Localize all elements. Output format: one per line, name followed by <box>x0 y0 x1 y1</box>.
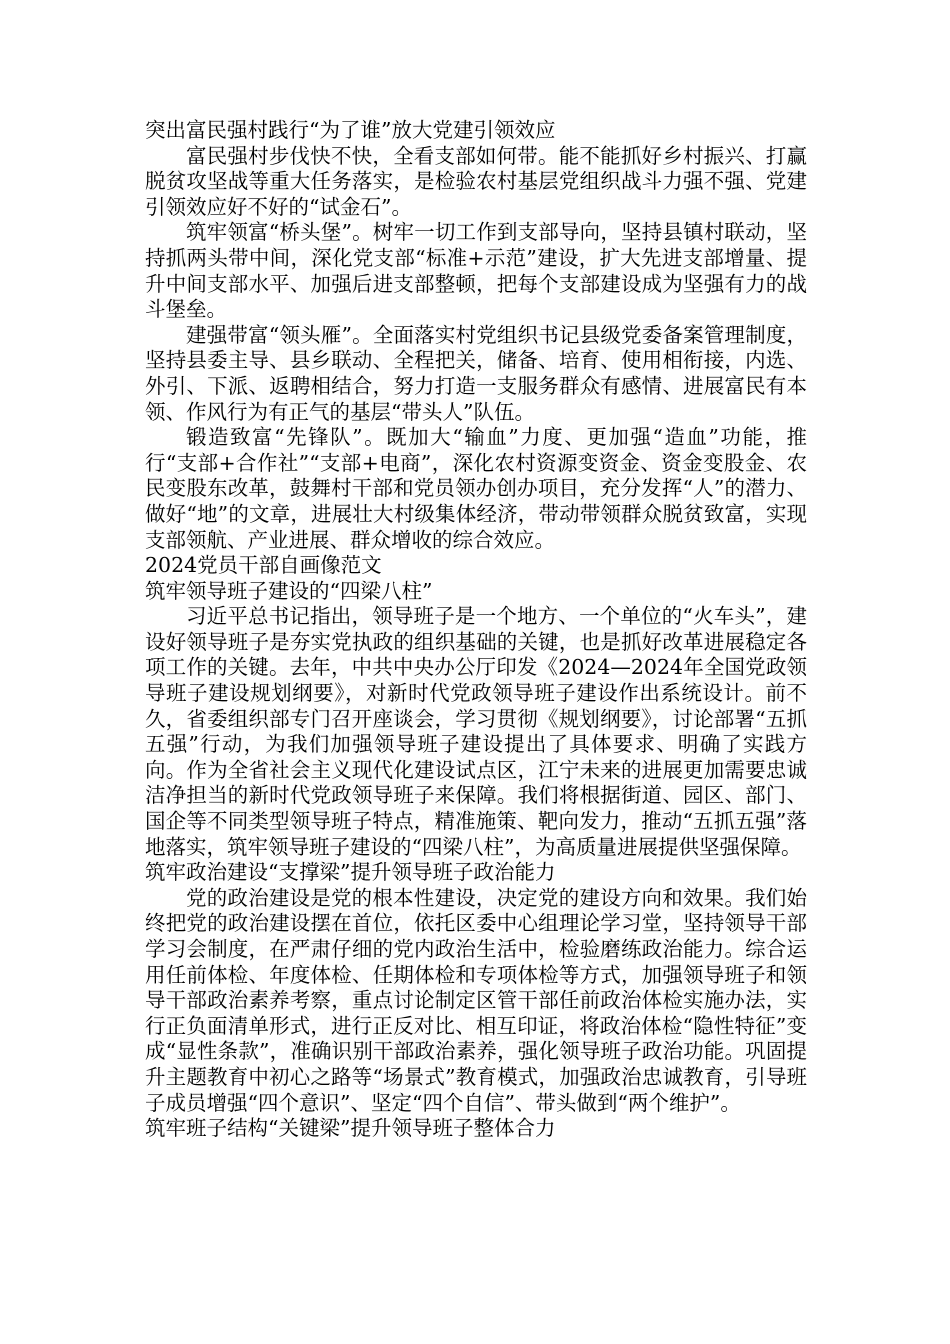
section-heading-team-structure: 筑牢班子结构“关键梁”提升领导班子整体合力 <box>145 1116 556 1141</box>
section-heading-political-building: 筑牢政治建设“支撑梁”提升领导班子政治能力 <box>145 860 556 885</box>
document-title: 2024党员干部自画像范文 <box>145 553 382 578</box>
section-heading-rich-village: 突出富民强村践行“为了谁”放大党建引领效应 <box>145 118 556 142</box>
paragraph-leadership-team: 习近平总书记指出，领导班子是一个地方、一个单位的“火车头”，建设好领导班子是夯实党执政的组织基础的关键，也是抓好改革进展稳定各项工作的关键。去年，中共中央办公厅印发《2024—2024年全国党政领导班子建设规划纲要》，对新时代党政领导班子建设作出系统设计。前不久，省委组织部专门召开座谈会，学习贯彻《规划纲要》，讨论部署“五抓五强”行动，为我们加强领导班子建设提出了具体要求、明确了实践方向。作为全省社会主义现代化建设试点区，江宁未来的进展更加需要忠诚洁净担当的新时代党政领导班子来保障。我们将根据街道、园区、部门、国企等不同类型领导班子特点，精准施策、靶向发力，推动“五抓五强”落地落实，筑牢领导班子建设的“四梁八柱”，为高质量进展提供坚强保障。 <box>145 604 807 859</box>
paragraph-lead-goose: 建强带富“领头雁”。全面落实村党组织书记县级党委备案管理制度，坚持县委主导、县乡联动、全程把关，储备、培育、使用相衔接，内选、外引、下派、返聘相结合，努力打造一支服务群众有感情、进展富民有本领、作风行为有正气的基层“带头人”队伍。 <box>145 322 807 424</box>
section-heading-four-beams: 筑牢领导班子建设的“四梁八柱” <box>145 578 433 603</box>
paragraph-vanguard: 锻造致富“先锋队”。既加大“输血”力度、更加强“造血”功能，推行“支部+合作社”“支部+电商”，深化农村资源变资金、资金变股金、农民变股东改革，鼓舞村干部和党员领办创办项目，充分发挥“人”的潜力、做好“地”的文章，进展壮大村级集体经济，带动带领群众脱贫致富，实现支部领航、产业进展、群众增收的综合效应。 <box>145 425 807 552</box>
paragraph-intro: 富民强村步伐快不快，全看支部如何带。能不能抓好乡村振兴、打赢脱贫攻坚战等重大任务落实，是检验农村基层党组织战斗力强不强、党建引领效应好不好的“试金石”。 <box>145 143 807 219</box>
document-body <box>145 118 807 1142</box>
paragraph-political-building: 党的政治建设是党的根本性建设，决定党的建设方向和效果。我们始终把党的政治建设摆在首位，依托区委中心组理论学习堂，坚持领导干部学习会制度，在严肃仔细的党内政治生活中，检验磨练政治能力。综合运用任前体检、年度体检、任期体检和专项体检等方式，加强领导班子和领导干部政治素养考察，重点讨论制定区管干部任前政治体检实施办法，实行正负面清单形式，进行正反对比、相互印证，将政治体检“隐性特征”变成“显性条款”，准确识别干部政治素养，强化领导班子政治功能。巩固提升主题教育中初心之路等“场景式”教育模式，加强政治忠诚教育，引导班子成员增强“四个意识”、坚定“四个自信”、带头做到“两个维护”。 <box>145 885 807 1115</box>
paragraph-bridgehead: 筑牢领富“桥头堡”。树牢一切工作到支部导向，坚持县镇村联动，坚持抓两头带中间，深化党支部“标准+示范”建设，扩大先进支部增量、提升中间支部水平、加强后进支部整顿，把每个支部建设成为坚强有力的战斗堡垒。 <box>145 220 807 322</box>
